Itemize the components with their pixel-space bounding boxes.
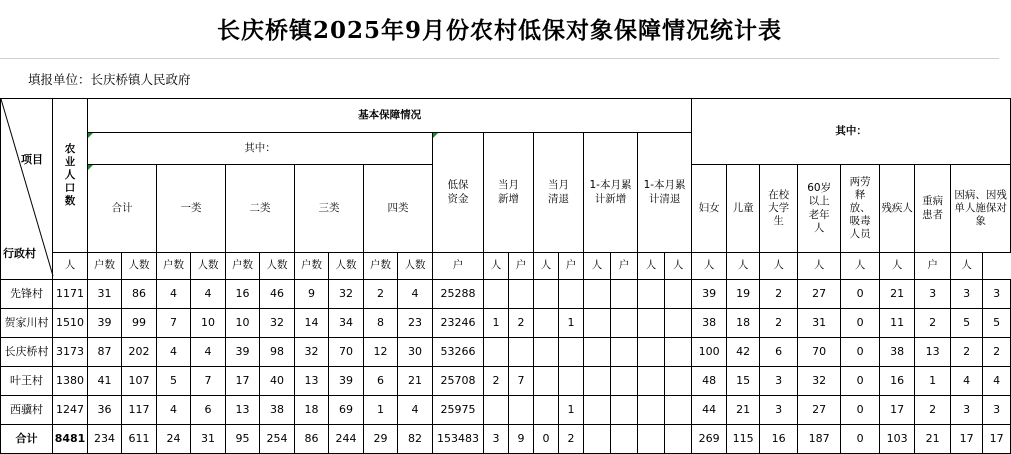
table-cell: 3 [951,396,983,425]
table-cell: 8481 [53,425,88,454]
header-of-which-left-label: 其中： [244,141,276,154]
table-cell: 17 [880,396,915,425]
header-item: 项目 [21,153,43,166]
table-cell: 1 [915,367,951,396]
table-cell: 82 [398,425,433,454]
table-cell: 24 [157,425,191,454]
table-cell: 4 [157,396,191,425]
header-class4: 四类 [364,165,433,253]
table-cell: 254 [260,425,295,454]
table-cell: 5 [983,309,1011,338]
table-cell: 6 [760,338,798,367]
unit-cell: 人 [798,253,841,280]
table-cell: 100 [692,338,727,367]
table-cell: 19 [727,280,760,309]
table-cell: 9 [295,280,329,309]
table-cell [584,280,611,309]
table-cell: 25288 [433,280,484,309]
header-village: 行政村 [3,247,36,260]
table-cell: 1 [364,396,398,425]
table-cell [534,367,559,396]
header-class3: 三类 [295,165,364,253]
unit-cell: 人 [665,253,692,280]
table-cell: 38 [260,396,295,425]
table-cell: 611 [122,425,157,454]
header-elderly: 60岁以上老年人 [798,165,841,253]
table-cell [559,280,584,309]
table-cell: 0 [841,396,880,425]
table-cell: 41 [88,367,122,396]
table-cell: 17 [983,425,1011,454]
table-cell: 25975 [433,396,484,425]
table-cell: 38 [880,338,915,367]
village-name: 贺家川村 [1,309,53,338]
unit-cell: 人 [53,253,88,280]
table-cell: 87 [88,338,122,367]
table-cell [509,338,534,367]
table-cell: 7 [157,309,191,338]
table-cell [584,425,611,454]
table-cell: 0 [841,309,880,338]
table-cell: 1171 [53,280,88,309]
table-cell [559,338,584,367]
table-cell: 4 [191,280,226,309]
table-cell: 48 [692,367,727,396]
table-cell: 32 [798,367,841,396]
table-cell: 40 [260,367,295,396]
table-cell: 95 [226,425,260,454]
table-cell: 32 [329,280,364,309]
table-cell: 0 [841,367,880,396]
unit-cell: 人 [880,253,915,280]
table-cell: 29 [364,425,398,454]
statistics-table [0,98,1007,450]
table-cell: 115 [727,425,760,454]
unit-cell: 人 [692,253,727,280]
table-cell [665,396,692,425]
table-cell: 70 [798,338,841,367]
table-row [1,309,1011,338]
table-cell [534,396,559,425]
unit-cell: 户数 [88,253,122,280]
table-cell: 2 [915,396,951,425]
village-name: 叶王村 [1,367,53,396]
unit-cell: 人数 [398,253,433,280]
table-cell: 36 [88,396,122,425]
table-body [1,280,1011,454]
table-cell: 1380 [53,367,88,396]
table-cell: 39 [226,338,260,367]
table-cell [534,280,559,309]
table-cell: 98 [260,338,295,367]
table-cell: 6 [364,367,398,396]
table-cell: 0 [534,425,559,454]
unit-cell: 户 [915,253,951,280]
table-cell: 2 [760,280,798,309]
table-cell: 53266 [433,338,484,367]
table-cell [584,396,611,425]
table-cell: 21 [398,367,433,396]
table-cell: 99 [122,309,157,338]
table-cell: 25708 [433,367,484,396]
header-children: 儿童 [727,165,760,253]
village-name: 合计 [1,425,53,454]
table-cell [534,338,559,367]
unit-cell: 户数 [364,253,398,280]
unit-cell: 户 [611,253,638,280]
table-cell: 18 [295,396,329,425]
table-cell: 3 [760,396,798,425]
table-cell: 10 [226,309,260,338]
table-cell [638,425,665,454]
unit-cell: 人 [727,253,760,280]
table-cell: 3173 [53,338,88,367]
header-fund [433,133,484,253]
table-cell [584,309,611,338]
table-cell: 0 [841,280,880,309]
header-fund-label: 低保资金 [447,179,469,205]
unit-cell: 人 [760,253,798,280]
table-cell [509,280,534,309]
table-cell: 15 [727,367,760,396]
table-cell: 16 [226,280,260,309]
units-row [1,253,1011,280]
table-cell [638,367,665,396]
table-cell: 23246 [433,309,484,338]
table-cell: 4 [951,367,983,396]
table-cell: 34 [329,309,364,338]
header-total: 合计 [88,165,157,253]
table-cell: 5 [951,309,983,338]
table-cell [611,425,638,454]
table-cell: 23 [398,309,433,338]
table-cell: 10 [191,309,226,338]
table-cell [665,425,692,454]
table-cell: 14 [295,309,329,338]
table-cell: 2 [364,280,398,309]
table-row [1,338,1011,367]
table-cell: 39 [692,280,727,309]
header-students: 在校大学生 [760,165,798,253]
table-cell: 13 [295,367,329,396]
village-name: 先锋村 [1,280,53,309]
table-cell [509,396,534,425]
header-month-exit: 当月清退 [534,133,584,253]
table-cell: 42 [727,338,760,367]
table-cell: 2 [509,309,534,338]
table-cell: 6 [191,396,226,425]
table-cell [665,338,692,367]
unit-cell: 人数 [191,253,226,280]
unit-cell: 人数 [260,253,295,280]
table-cell: 21 [727,396,760,425]
village-name: 长庆桥村 [1,338,53,367]
table-cell [665,280,692,309]
table-cell: 2 [951,338,983,367]
table-cell: 39 [88,309,122,338]
table-cell: 244 [329,425,364,454]
table-cell: 17 [226,367,260,396]
table-cell: 3 [484,425,509,454]
table-cell [611,338,638,367]
table-cell: 4 [191,338,226,367]
table-cell: 0 [841,425,880,454]
table-cell: 103 [880,425,915,454]
header-women: 妇女 [692,165,727,253]
table-cell [484,280,509,309]
header-class2: 二类 [226,165,295,253]
table-cell: 16 [760,425,798,454]
table-cell: 5 [157,367,191,396]
table-cell: 7 [509,367,534,396]
table-cell: 13 [226,396,260,425]
header-cum-exit: 1-本月累计清退 [638,133,692,253]
unit-cell: 户 [433,253,484,280]
table-cell: 2 [760,309,798,338]
table-cell [611,396,638,425]
green-marker [88,165,93,170]
header-month-new: 当月新增 [484,133,534,253]
table-cell: 27 [798,396,841,425]
unit-cell: 户数 [226,253,260,280]
table-cell [534,309,559,338]
unit-cell: 人 [951,253,983,280]
green-marker [433,133,438,138]
table-cell: 38 [692,309,727,338]
unit-cell: 人 [484,253,509,280]
table-cell: 7 [191,367,226,396]
table-cell: 1247 [53,396,88,425]
header-agri-pop-label: 农业人口数 [64,142,76,208]
table-cell: 4 [983,367,1011,396]
table-cell: 86 [295,425,329,454]
table-cell: 69 [329,396,364,425]
table-cell: 3 [983,396,1011,425]
unit-cell: 人 [584,253,611,280]
table-cell: 153483 [433,425,484,454]
page-title: 长庆桥镇2025年9月份农村低保对象保障情况统计表 [216,17,783,44]
unit-cell: 户数 [157,253,191,280]
table-cell: 234 [88,425,122,454]
unit-cell: 户数 [295,253,329,280]
table-cell: 12 [364,338,398,367]
table-cell [584,338,611,367]
table-cell: 1 [484,309,509,338]
unit-cell: 人数 [329,253,364,280]
unit-cell: 户 [509,253,534,280]
table-cell: 17 [951,425,983,454]
header-basic: 基本保障情况 [88,99,692,133]
table-cell: 1510 [53,309,88,338]
table-cell: 8 [364,309,398,338]
village-name: 西骥村 [1,396,53,425]
table-cell [584,367,611,396]
table-cell: 9 [509,425,534,454]
table-cell: 27 [798,280,841,309]
table-cell: 117 [122,396,157,425]
table-cell [484,338,509,367]
unit-cell: 人数 [122,253,157,280]
unit-cell: 人 [638,253,665,280]
table-cell [638,338,665,367]
table-cell: 187 [798,425,841,454]
unit-cell: 户 [559,253,584,280]
table-cell [611,280,638,309]
table-cell: 2 [983,338,1011,367]
table-cell [611,309,638,338]
table-cell: 21 [915,425,951,454]
unit-cell: 人 [534,253,559,280]
table-cell: 107 [122,367,157,396]
header-of-which-left [88,133,433,165]
table-cell: 31 [798,309,841,338]
table-cell: 46 [260,280,295,309]
corner-header-cell [1,99,53,280]
table-cell [638,309,665,338]
table-cell: 4 [398,396,433,425]
table-cell: 32 [295,338,329,367]
header-agri-pop [53,99,88,253]
table-cell: 31 [88,280,122,309]
table-cell: 4 [398,280,433,309]
header-class1: 一类 [157,165,226,253]
table-cell: 1 [559,396,584,425]
table-row [1,280,1011,309]
table-cell: 3 [983,280,1011,309]
table-cell: 21 [880,280,915,309]
table-cell: 13 [915,338,951,367]
header-of-which-right: 其中： [692,99,1011,165]
table-cell: 11 [880,309,915,338]
table-cell: 32 [260,309,295,338]
table-cell: 70 [329,338,364,367]
table-cell: 30 [398,338,433,367]
table-cell [638,396,665,425]
table-cell [665,309,692,338]
table-cell: 16 [880,367,915,396]
table-cell: 31 [191,425,226,454]
table-cell: 269 [692,425,727,454]
header-ill: 重病患者 [915,165,951,253]
table-cell: 0 [841,338,880,367]
unit-cell: 人 [841,253,880,280]
reporting-unit: 填报单位：长庆桥镇人民政府 [28,72,191,87]
table-cell [484,396,509,425]
table-row [1,367,1011,396]
table-cell: 2 [484,367,509,396]
table-cell [638,280,665,309]
table-row [1,396,1011,425]
title-divider [0,58,999,59]
table-cell [559,367,584,396]
table-cell: 2 [915,309,951,338]
table-cell: 4 [157,280,191,309]
table-cell [611,367,638,396]
table-cell: 2 [559,425,584,454]
table-cell: 44 [692,396,727,425]
table-cell: 1 [559,309,584,338]
table-cell: 4 [157,338,191,367]
table-cell: 202 [122,338,157,367]
header-sick-single: 因病、因残单人施保对象 [951,165,1011,253]
table-row [1,425,1011,454]
table-cell: 86 [122,280,157,309]
header-cum-new: 1-本月累计新增 [584,133,638,253]
header-drug: 两劳释放、吸毒人员 [841,165,880,253]
table-cell: 3 [760,367,798,396]
table-cell: 39 [329,367,364,396]
table-cell: 3 [915,280,951,309]
header-disabled: 残疾人 [880,165,915,253]
green-marker [88,133,93,138]
table-cell: 18 [727,309,760,338]
table-cell: 3 [951,280,983,309]
table-cell [665,367,692,396]
